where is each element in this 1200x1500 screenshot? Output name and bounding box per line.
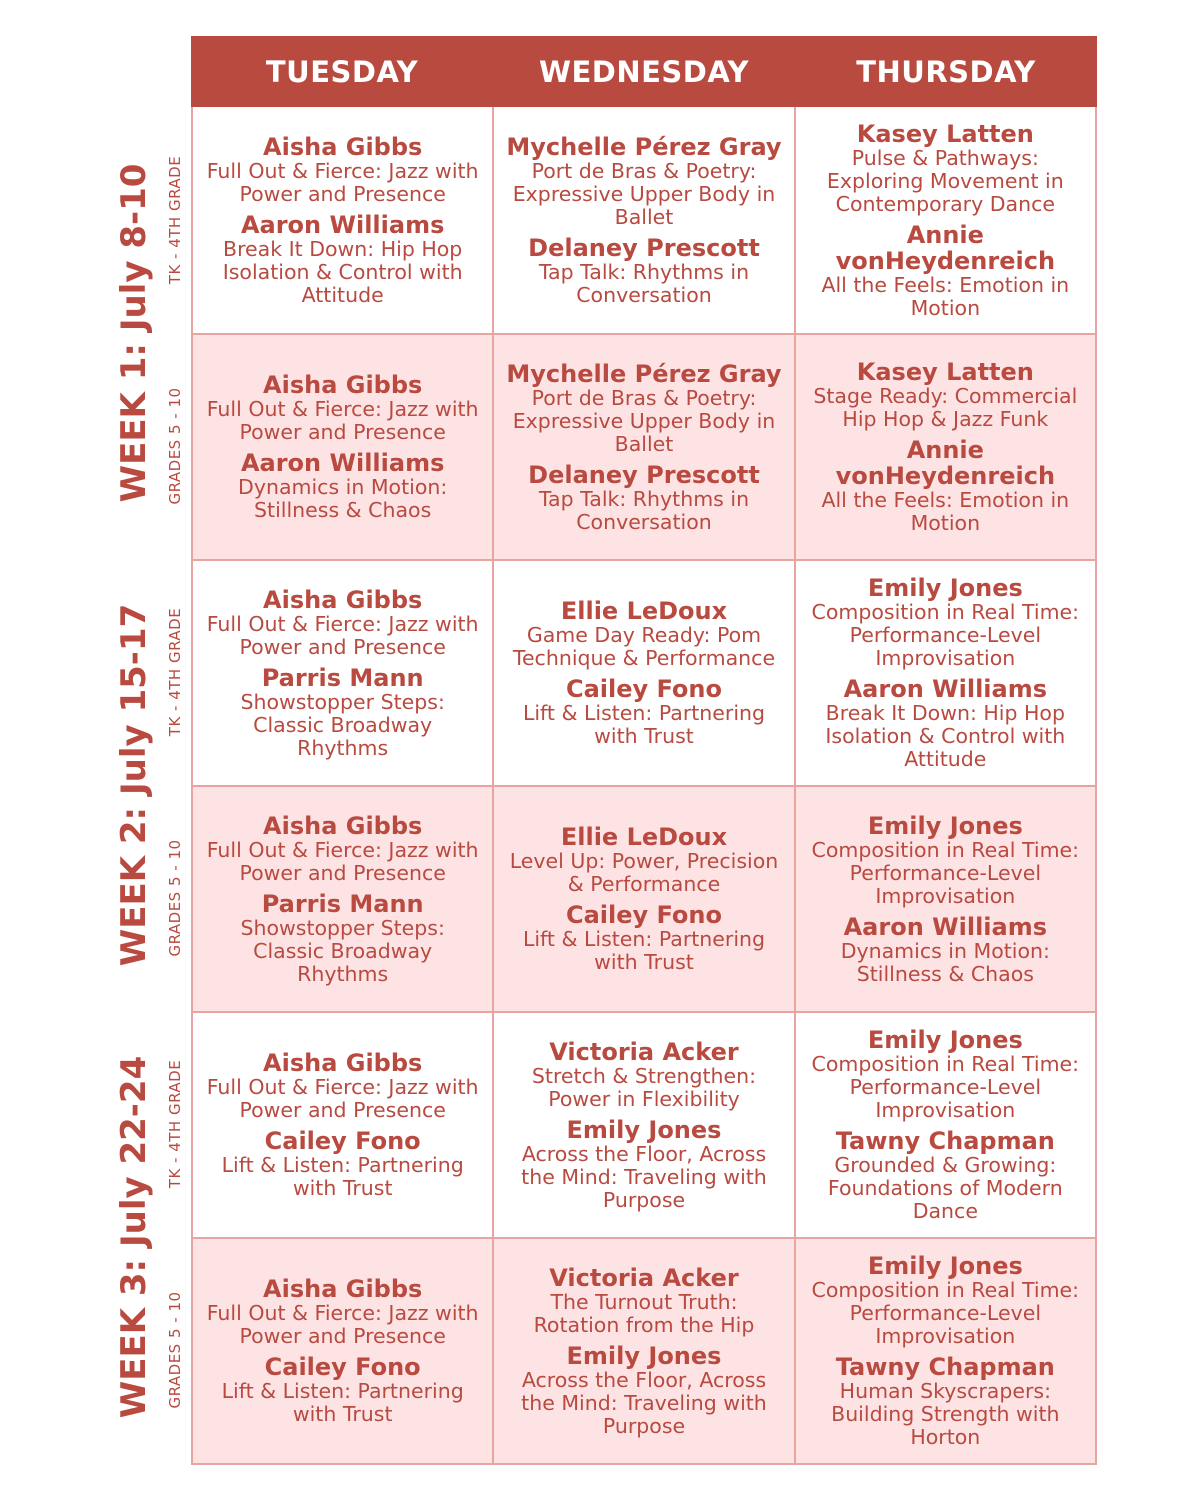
class-entry xyxy=(205,665,480,760)
day-header-row xyxy=(191,36,1097,107)
instructor-name: Emily Jones xyxy=(566,1115,722,1144)
class-entry xyxy=(808,813,1083,908)
class-title: Stage Ready: Commercial Hip Hop & Jazz Funk xyxy=(813,384,1078,431)
class-entry xyxy=(205,134,480,206)
day-header-tuesday: TUESDAY xyxy=(265,54,419,89)
class-entry xyxy=(205,372,480,444)
schedule-cell-tuesday xyxy=(193,335,492,559)
schedule-cell-wednesday xyxy=(492,787,793,1011)
schedule-cell-thursday xyxy=(794,787,1095,1011)
class-entry xyxy=(506,462,781,534)
class-title: All the Feels: Emotion in Motion xyxy=(821,272,1070,320)
instructor-name: Kasey Latten xyxy=(856,119,1034,148)
instructor-name: Delaney Prescott xyxy=(528,460,760,489)
schedule-cell-thursday xyxy=(794,1239,1095,1463)
class-title: Composition in Real Time: Performance-Level Improvisation xyxy=(811,1052,1080,1122)
class-entry xyxy=(808,437,1083,535)
class-entry xyxy=(205,891,480,986)
instructor-name: Ellie LeDoux xyxy=(560,823,728,851)
instructor-name: Aisha Gibbs xyxy=(263,1049,423,1077)
class-entry xyxy=(205,1128,480,1200)
class-entry xyxy=(506,1343,781,1438)
schedule-row xyxy=(193,559,1095,785)
class-title: Stretch & Strengthen: Power in Flexibility xyxy=(531,1063,757,1111)
instructor-name: Emily Jones xyxy=(867,574,1023,602)
instructor-name: Annie vonHeydenreich xyxy=(835,436,1056,490)
grade-label: GRADES 5 - 10 xyxy=(166,387,184,505)
class-title: Pulse & Pathways: Exploring Movement in Contemporary Dance xyxy=(826,145,1064,216)
class-title: Game Day Ready: Pom Technique & Performance xyxy=(512,623,776,670)
day-header-wednesday: WEDNESDAY xyxy=(538,54,750,89)
class-title: Full Out & Fierce: Jazz with Power and Presence xyxy=(206,611,479,659)
schedule-cell-thursday xyxy=(794,107,1095,333)
class-title: Dynamics in Motion: Stillness & Chaos xyxy=(238,475,448,522)
week-3-label: WEEK 3: July 22-24 xyxy=(114,1055,154,1419)
class-entry xyxy=(808,1027,1083,1122)
instructor-name: Ellie LeDoux xyxy=(560,597,728,625)
class-entry xyxy=(506,235,781,307)
day-header-thursday: THURSDAY xyxy=(856,54,1036,89)
class-title: Across the Floor, Across the Mind: Traveling with Purpose xyxy=(521,1141,767,1212)
instructor-name: Cailey Fono xyxy=(264,1353,421,1381)
instructor-name: Parris Mann xyxy=(261,663,424,692)
schedule-cell-wednesday xyxy=(492,1239,793,1463)
schedule-cell-wednesday xyxy=(492,107,793,333)
class-title: Showstopper Steps: Classic Broadway Rhythms xyxy=(240,689,445,760)
instructor-name: Aisha Gibbs xyxy=(263,1275,423,1303)
class-entry xyxy=(205,1050,480,1122)
instructor-name: Kasey Latten xyxy=(856,358,1034,386)
schedule-row xyxy=(193,107,1095,333)
instructor-name: Mychelle Pérez Gray xyxy=(506,132,782,161)
instructor-name: Aisha Gibbs xyxy=(263,132,423,161)
instructor-name: Annie vonHeydenreich xyxy=(835,220,1056,275)
class-entry xyxy=(506,598,781,670)
week-1-label: WEEK 1: July 8-10 xyxy=(114,163,154,503)
class-title: Human Skyscrapers: Building Strength with Horton xyxy=(831,1379,1060,1449)
class-title: Lift & Listen: Partnering with Trust xyxy=(522,701,766,748)
class-entry xyxy=(205,1276,480,1348)
class-entry xyxy=(205,212,480,307)
class-title: Across the Floor, Across the Mind: Traveling with Purpose xyxy=(521,1367,767,1438)
class-entry xyxy=(506,134,781,229)
instructor-name: Aaron Williams xyxy=(843,675,1048,703)
class-entry xyxy=(506,676,781,748)
class-entry xyxy=(506,824,781,896)
schedule-cell-tuesday xyxy=(193,787,492,1011)
class-entry xyxy=(808,676,1083,771)
instructor-name: Cailey Fono xyxy=(264,1127,421,1155)
instructor-name: Cailey Fono xyxy=(565,901,722,929)
instructor-name: Aaron Williams xyxy=(240,449,445,477)
grade-label: TK - 4TH GRADE xyxy=(166,155,184,285)
schedule-row xyxy=(193,1237,1095,1463)
class-title: All the Feels: Emotion in Motion xyxy=(821,488,1070,535)
class-entry xyxy=(808,1253,1083,1348)
schedule-cell-thursday xyxy=(794,335,1095,559)
class-title: Full Out & Fierce: Jazz with Power and Presence xyxy=(206,837,479,885)
instructor-name: Mychelle Pérez Gray xyxy=(506,359,782,388)
schedule-cell-tuesday xyxy=(193,561,492,785)
class-entry xyxy=(808,359,1083,431)
class-entry xyxy=(808,575,1083,670)
class-entry xyxy=(506,1265,781,1337)
grade-label: GRADES 5 - 10 xyxy=(166,839,184,957)
instructor-name: Emily Jones xyxy=(867,1252,1023,1280)
schedule-cell-wednesday xyxy=(492,561,793,785)
instructor-name: Aisha Gibbs xyxy=(263,371,423,399)
class-title: Lift & Listen: Partnering with Trust xyxy=(221,1379,464,1426)
instructor-name: Aisha Gibbs xyxy=(263,811,423,840)
schedule-cell-thursday xyxy=(794,1013,1095,1237)
class-title: Tap Talk: Rhythms in Conversation xyxy=(538,259,750,307)
class-title: Lift & Listen: Partnering with Trust xyxy=(522,927,766,974)
instructor-name: Victoria Acker xyxy=(549,1037,739,1066)
class-entry xyxy=(205,587,480,659)
instructor-name: Aaron Williams xyxy=(843,912,1048,941)
instructor-name: Tawny Chapman xyxy=(835,1127,1055,1155)
instructor-name: Victoria Acker xyxy=(549,1263,739,1292)
schedule-cell-tuesday xyxy=(193,1013,492,1237)
schedule-cell-tuesday xyxy=(193,1239,492,1463)
instructor-name: Delaney Prescott xyxy=(528,233,760,262)
grade-label: TK - 4TH GRADE xyxy=(166,1059,184,1189)
schedule-cell-tuesday xyxy=(193,107,492,333)
class-title: Dynamics in Motion: Stillness & Chaos xyxy=(840,938,1050,986)
class-title: Full Out & Fierce: Jazz with Power and Presence xyxy=(206,397,479,444)
class-title: Port de Bras & Poetry: Expressive Upper Body in Ballet xyxy=(512,158,776,229)
instructor-name: Emily Jones xyxy=(566,1341,722,1370)
class-title: Tap Talk: Rhythms in Conversation xyxy=(538,486,750,534)
schedule-cell-thursday xyxy=(794,561,1095,785)
class-title: Composition in Real Time: Performance-Level Improvisation xyxy=(811,837,1080,908)
class-entry xyxy=(205,813,480,885)
schedule-row xyxy=(193,333,1095,559)
class-title: Level Up: Power, Precision & Performance xyxy=(509,849,779,896)
class-entry xyxy=(808,914,1083,986)
class-entry xyxy=(205,1354,480,1426)
class-title: Grounded & Growing: Foundations of Modern Dance xyxy=(827,1153,1063,1223)
instructor-name: Aisha Gibbs xyxy=(263,585,423,614)
class-title: The Turnout Truth: Rotation from the Hip xyxy=(533,1289,755,1337)
schedule-row xyxy=(193,1011,1095,1237)
instructor-name: Parris Mann xyxy=(261,889,424,918)
class-title: Break It Down: Hip Hop Isolation & Control with Attitude xyxy=(825,701,1066,771)
class-title: Showstopper Steps: Classic Broadway Rhythms xyxy=(240,915,445,986)
class-entry xyxy=(506,1117,781,1212)
class-entry xyxy=(808,1354,1083,1449)
instructor-name: Tawny Chapman xyxy=(835,1353,1055,1381)
schedule-row xyxy=(193,785,1095,1011)
class-title: Port de Bras & Poetry: Expressive Upper Body in Ballet xyxy=(512,385,776,456)
class-entry xyxy=(506,1039,781,1111)
class-title: Full Out & Fierce: Jazz with Power and Presence xyxy=(206,158,479,206)
schedule-cell-wednesday xyxy=(492,1013,793,1237)
class-entry xyxy=(506,361,781,456)
class-title: Full Out & Fierce: Jazz with Power and Presence xyxy=(206,1075,479,1122)
class-entry xyxy=(808,222,1083,320)
grade-label: TK - 4TH GRADE xyxy=(166,607,184,737)
class-title: Composition in Real Time: Performance-Level Improvisation xyxy=(811,600,1080,670)
class-entry xyxy=(205,450,480,522)
class-title: Composition in Real Time: Performance-Level Improvisation xyxy=(811,1278,1080,1348)
grade-label: GRADES 5 - 10 xyxy=(166,1291,184,1409)
class-entry xyxy=(808,1128,1083,1223)
instructor-name: Emily Jones xyxy=(867,1026,1023,1054)
class-title: Lift & Listen: Partnering with Trust xyxy=(221,1153,464,1200)
instructor-name: Aaron Williams xyxy=(240,210,445,239)
class-title: Break It Down: Hip Hop Isolation & Control with Attitude xyxy=(222,236,463,307)
instructor-name: Emily Jones xyxy=(867,811,1023,840)
class-entry xyxy=(808,121,1083,216)
instructor-name: Cailey Fono xyxy=(565,675,722,703)
class-entry xyxy=(506,902,781,974)
week-2-label: WEEK 2: July 15-17 xyxy=(114,603,154,967)
class-title: Full Out & Fierce: Jazz with Power and Presence xyxy=(206,1301,479,1348)
schedule-grid xyxy=(191,107,1097,1465)
schedule-cell-wednesday xyxy=(492,335,793,559)
